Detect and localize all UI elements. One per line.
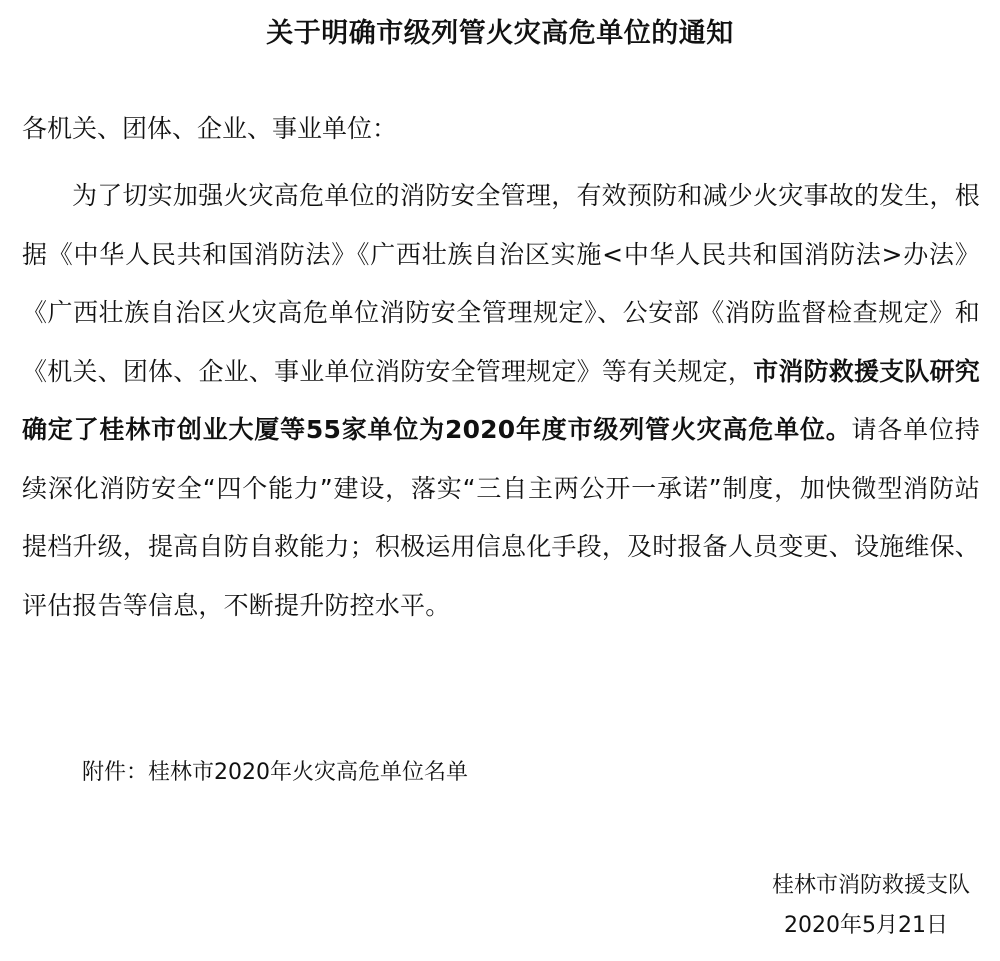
signature-organization: 桂林市消防救援支队 bbox=[771, 873, 970, 898]
signature-block bbox=[772, 866, 970, 946]
attachment-line: 附件：桂林市2020年火灾高危单位名单 bbox=[82, 760, 468, 785]
body-text-before: 为了切实加强火灾高危单位的消防安全管理，有效预防和减少火灾事故的发生，根据《中华人民共和国消防法》《广西壮族自治区实施<中华人民共和国消防法>办法》《广西壮族自治区火灾高危单位消防安全管理规定》、公安部《消防监督检查规定》和《机关、团体、企业、事业单位消防安全管理规定》等有关规定， bbox=[22, 181, 980, 386]
signature-date: 2020年5月21日 bbox=[784, 913, 948, 938]
body-text-after: 请各单位持续深化消防安全“四个能力”建设，落实“三自主两公开一承诺”制度，加快微型消防站提档升级，提高自防自救能力；积极运用信息化手段，及时报备人员变更、设施维保、评估报告等信息，不断提升防控水平。 bbox=[22, 415, 980, 620]
body-paragraph bbox=[22, 167, 980, 635]
salutation: 各机关、团体、企业、事业单位： bbox=[22, 114, 398, 143]
page-title: 关于明确市级列管火灾高危单位的通知 bbox=[266, 18, 734, 49]
body-bold-text: 市消防救援支队研究确定了桂林市创业大厦等55家单位为2020年度市级列管火灾高危单位。 bbox=[22, 356, 980, 444]
